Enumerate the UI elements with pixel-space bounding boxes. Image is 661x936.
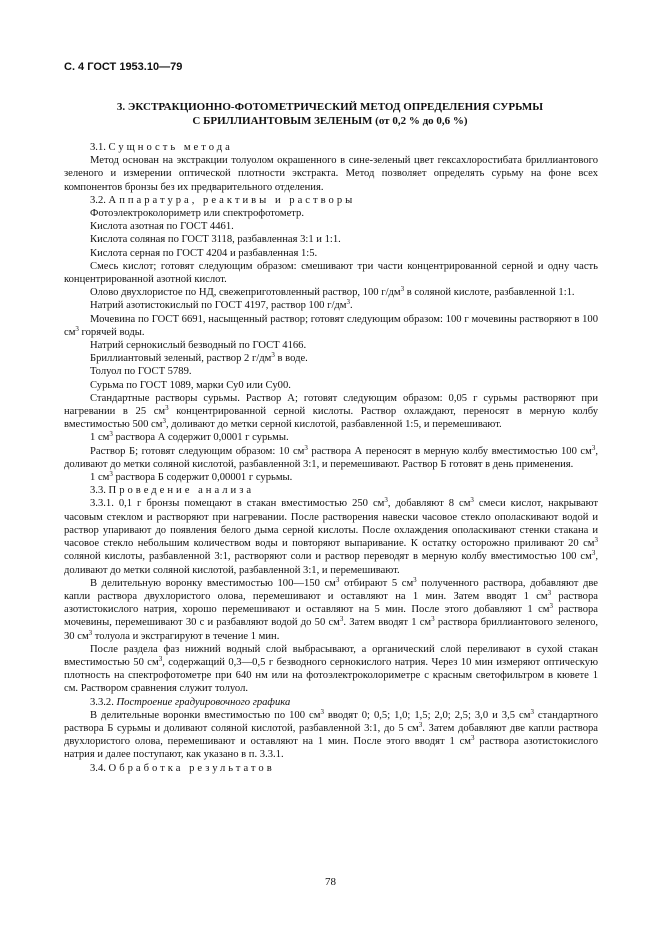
subsection-3-3-2-heading: 3.3.2. Построение градуировочного графика	[90, 696, 291, 708]
paragraph: 3.3.1. 0,1 г бронзы помещают в стакан вместимостью 250 $см^3$, добавляют 8 $см^3$ смеси кислот, накрывают часовым стеклом и растворяют при нагревании. После растворения навески часовое стекло ополаскивают водой и раствор упаривают до появления белого дыма серной кислоты. После охлаждения ополаскивают стенки стакана и часовое стекло небольшим количеством воды и повторяют выпаривание. К остатку осторожно приливают 20 $см^3$ соляной кислоты, разбавленной 3:1, растворяют соли и раствор переводят в мерную колбу вместимостью 100 $см^3$, доливают до метки соляной кислотой, разбавленной 3:1, и перемешивают.	[64, 496, 598, 576]
reagent-item: Сурьма по ГОСТ 1089, марки Су0 или Су00.	[90, 379, 291, 391]
reagent-item: Бриллиантовый зеленый, раствор 2 $г/дм^3$ в воде.	[90, 351, 308, 365]
reagent-item: Раствор Б; готовят следующим образом: 10 $см^3$ раствора А переносят в мерную колбу вместимостью 100 $см^3$, доливают до метки соляной кислотой, разбавленной 3:1, и перемешивают. Раствор Б готовят в день применения.	[64, 443, 598, 470]
reagent-item: Кислота серная по ГОСТ 4204 и разбавленная 1:5.	[90, 247, 318, 259]
document-body	[64, 141, 598, 775]
paragraph: В делительную воронку вместимостью 100—150 $см^3$ отбирают 5 $см^3$ полученного раствора, добавляют две капли раствора двухлористого олова, перемешивают и оставляют на 1 мин. Затем вводят 1 $см^3$ раствора азотистокислого натрия, хорошо перемешивают и оставляют на 5 мин. После этого добавляют 1 $см^3$ раствора мочевины, перемешивают 30 с и разбавляют водой до 50 $см^3$. Затем вводят 1 $см^3$ раствора бриллиантового зеленого, 30 $см^3$ толуола и экстрагируют в течение 1 мин.	[64, 575, 599, 642]
paragraph: Метод основан на экстракции толуолом окрашенного в сине-зеленый цвет гексахлоростибата бриллиантового зеленого и измерении оптической плотности экстракта. Метод позволяет определять сурьму на фоне всех компонентов бронзы без их предварительного отделения.	[64, 155, 598, 193]
reagent-item: 1 $см^3$ раствора Б содержит 0,00001 г сурьмы.	[90, 470, 293, 484]
reagent-item: Натрий сернокислый безводный по ГОСТ 4166.	[90, 340, 307, 352]
reagent-item: Смесь кислот; готовят следующим образом: смешивают три части концентрированной серной и одну часть концентрированной азотной кислот.	[64, 260, 598, 286]
subsection-3-3-heading: 3.3. Проведение анализа	[90, 485, 255, 497]
section-title-line-1: 3. ЭКСТРАКЦИОННО-ФОТОМЕТРИЧЕСКИЙ МЕТОД ОПРЕДЕЛЕНИЯ СУРЬМЫ	[116, 101, 544, 113]
paragraph: После раздела фаз нижний водный слой выбрасывают, а органический слой переливают в сухой стакан вместимостью 50 $см^3$, содержащий 0,3—0,5 г безводного сернокислого натрия. Через 10 мин измеряют оптическую плотность на спектрофотометре при 640 нм или на фотоэлектроколориметре с красным светофильтром в кювете 1 см. Раствором сравнения служит толуол.	[64, 643, 598, 695]
reagent-item: Мочевина по ГОСТ 6691, насыщенный раствор; готовят следующим образом: 100 г мочевины растворяют в 100 $см^3$ горячей воды.	[64, 313, 598, 338]
section-title	[64, 100, 596, 128]
subsection-3-4-heading: 3.4. Обработка результатов	[90, 762, 275, 774]
page-number: 78	[325, 876, 336, 888]
paragraph: В делительные воронки вместимостью по 100 $см^3$ вводят 0; 0,5; 1,0; 1,5; 2,0; 2,5; 3,0 и 3,5 $см^3$ стандартного раствора Б сурьмы и доливают соляной кислотой, разбавленной 3:1, до 5 $см^3$. Затем добавляют две капли раствора двухлористого олова, перемешивают и оставляют на 1 мин. После этого вводят 1 $см^3$ раствора азотистокислого натрия и далее поступают, как указано в п. 3.3.1.	[64, 707, 598, 761]
reagent-item: Кислота соляная по ГОСТ 3118, разбавленная 3:1 и 1:1.	[90, 234, 341, 246]
reagent-item: Натрий азотистокислый по ГОСТ 4197, раствор 100 $г/дм^3$.	[90, 298, 353, 312]
reagent-item: Стандартные растворы сурьмы. Раствор А; готовят следующим образом: 0,05 г сурьмы растворяют при нагревании в 25 $см^3$ концентрированной серной кислоты. Раствор охлаждают, переносят в мерную колбу вместимостью 500 $см^3$, доливают до метки серной кислотой, разбавленной 1:5, и перемешивают.	[64, 392, 598, 431]
reagent-item: Фотоэлектроколориметр или спектрофотометр.	[90, 208, 304, 220]
subsection-3-1-heading: 3.1. Сущность метода	[90, 142, 233, 153]
subsection-3-2-heading: 3.2. Аппаратура, реактивы и растворы	[90, 194, 356, 206]
reagent-item: 1 $см^3$ раствора А содержит 0,0001 г сурьмы.	[90, 430, 289, 444]
section-title-line-2: С БРИЛЛИАНТОВЫМ ЗЕЛЕНЫМ (от 0,2 % до 0,6 %)	[192, 115, 468, 127]
reagent-item: Олово двухлористое по НД, свежеприготовленный раствор, 100 $г/дм^3$ в соляной кислоте, разбавленной 1:1.	[90, 285, 575, 299]
reagent-item: Кислота азотная по ГОСТ 4461.	[90, 221, 234, 233]
page-header: С. 4 ГОСТ 1953.10—79	[64, 61, 183, 73]
reagent-item: Толуол по ГОСТ 5789.	[90, 366, 192, 378]
